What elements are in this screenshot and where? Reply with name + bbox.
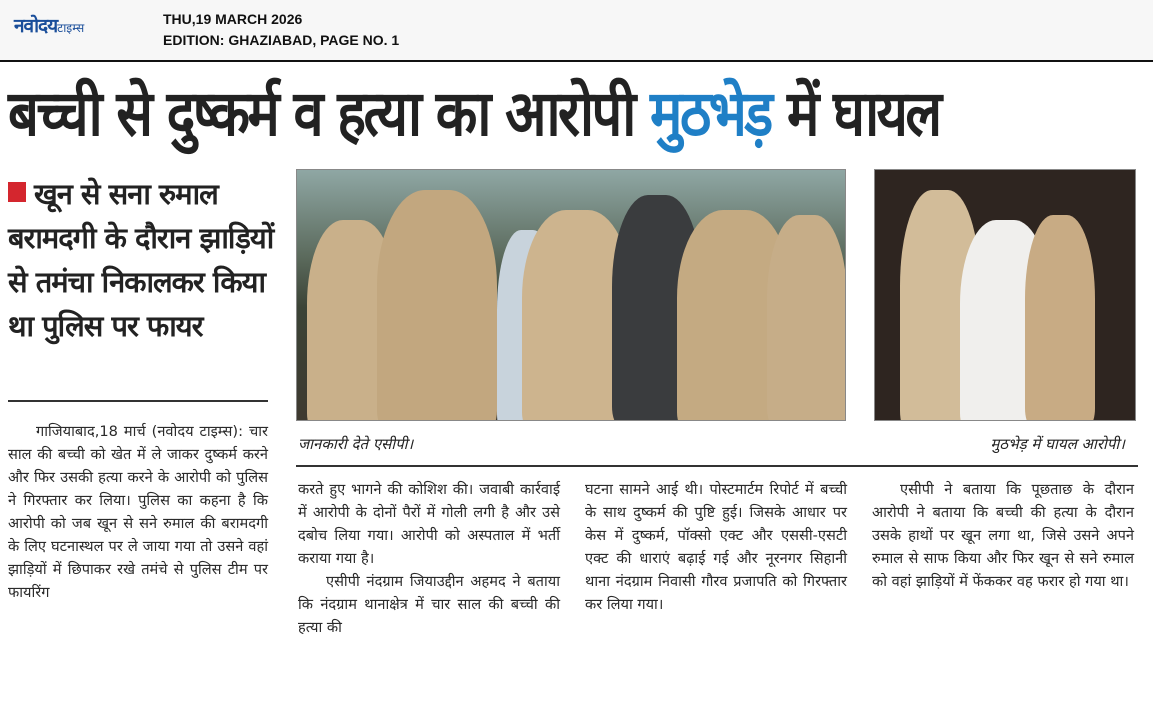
- article-subhead: [8, 172, 278, 348]
- divider: [8, 400, 268, 402]
- edition-info: [163, 9, 399, 51]
- headline-part1: बच्ची से दुष्कर्म व हत्या का आरोपी: [8, 77, 651, 150]
- paragraph: करते हुए भागने की कोशिश की। जवाबी कार्रवाई में आरोपी के दोनों पैरों में गोली लगी है और उसे दबोच लिया गया। आरोपी को अस्पताल में भर्ती कराया गया है।: [298, 481, 560, 567]
- paragraph: एसीपी ने बताया कि पूछताछ के दौरान आरोपी ने बताया कि बच्ची की हत्या के दौरान उसके हाथों पर खून लगा था, जिसे उसने अपने रुमाल से साफ किया और फिर खून से सने रुमाल को वहां झाड़ियों में फेंककर वह फरार हो गया था।: [872, 481, 1134, 590]
- article-headline: [8, 66, 988, 161]
- red-square-bullet-icon: [8, 182, 26, 202]
- newspaper-logo[interactable]: [14, 12, 84, 38]
- paragraph: एसीपी नंदग्राम जियाउद्दीन अहमद ने बताया कि नंदग्राम थानाक्षेत्र में चार साल की बच्ची की हत्या की: [298, 573, 560, 636]
- photo-acp-briefing[interactable]: [296, 169, 846, 421]
- photo-caption-1: जानकारी देते एसीपी।: [298, 435, 414, 453]
- article-column-2: [298, 478, 560, 639]
- logo-sub-text: टाइम्स: [57, 21, 85, 35]
- article-column-4: [872, 478, 1134, 593]
- article-column-3: [585, 478, 847, 616]
- article-column-1: [8, 420, 268, 604]
- paragraph: घटना सामने आई थी। पोस्टमार्टम रिपोर्ट में बच्ची के साथ दुष्कर्म की पुष्टि हुई। जिसके आधार पर केस में दुष्कर्म, पॉक्सो एक्ट और एससी-एसटी एक्ट की धाराएं बढ़ाई गई और नूरनगर सिहानी थाना नंदग्राम निवासी गौरव प्रजापति को गिरफ्तार कर लिया गया।: [585, 481, 847, 613]
- headline-highlight: मुठभेड़: [650, 77, 771, 150]
- paragraph: गाजियाबाद,18 मार्च (नवोदय टाइम्स): चार साल की बच्ची को खेत में ले जाकर दुष्कर्म करने और फिर उसकी हत्या करने के आरोपी को पुलिस ने गिरफ्तार कर लिया। पुलिस का कहना है कि आरोपी को जब खून से सने रुमाल की बरामदगी के लिए घटनास्थल पर ले जाया गया तो उसने वहां झाड़ियों में छिपाकर रखे तमंचे से पुलिस टीम पर फायरिंग: [8, 423, 268, 601]
- edition-page: EDITION: GHAZIABAD, PAGE NO. 1: [163, 32, 400, 48]
- photo-caption-2: मुठभेड़ में घायल आरोपी।: [990, 435, 1125, 453]
- figure: [377, 190, 497, 421]
- logo-main-text: नवोदय: [14, 15, 58, 37]
- figure: [1025, 215, 1095, 421]
- issue-date: THU,19 MARCH 2026: [163, 11, 303, 27]
- figure: [767, 215, 846, 421]
- headline-part2: में घायल: [770, 77, 940, 150]
- header-bar: [0, 0, 1153, 62]
- photo-injured-accused[interactable]: [874, 169, 1136, 421]
- divider: [296, 465, 1138, 467]
- subhead-text: खून से सना रुमाल बरामदगी के दौरान झाड़ियों से तमंचा निकालकर किया था पुलिस पर फायर: [8, 177, 274, 343]
